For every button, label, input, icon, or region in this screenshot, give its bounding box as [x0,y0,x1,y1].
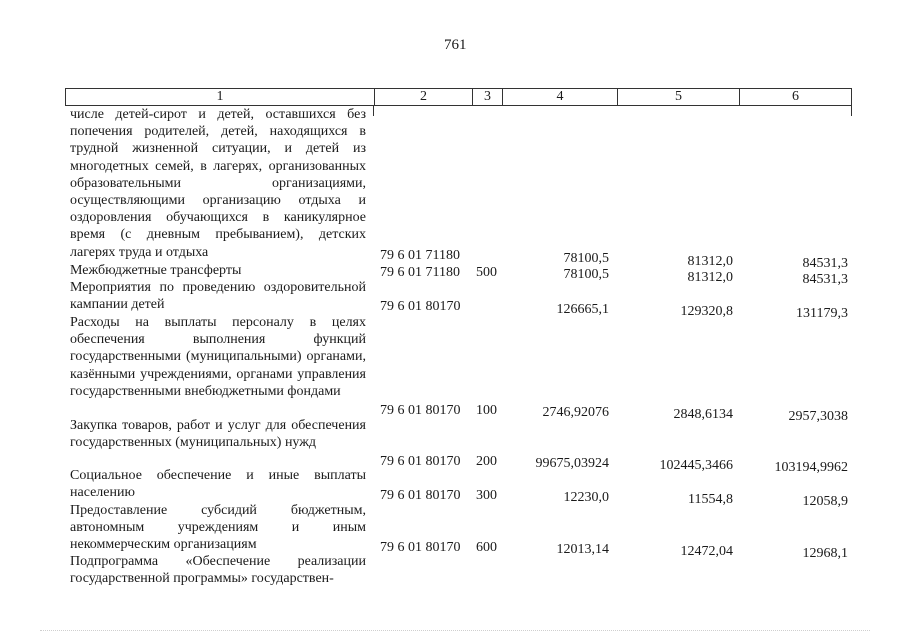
row-3-value-6: 131179,3 [796,306,848,321]
row-7-code: 79 6 01 80170 [380,540,461,555]
row-1-value-5: 81312,0 [687,254,733,269]
row-4-code: 79 6 01 80170 [380,403,461,418]
column-divider [373,106,374,116]
row-7-vr: 600 [476,540,497,555]
row-2-code: 79 6 01 71180 [380,265,460,280]
row-4-value-5: 2848,6134 [673,407,733,422]
row-1-value-6: 84531,3 [802,256,848,271]
row-8-description: Подпрограмма «Обеспечение реализации государственной программы» государствен- [70,554,366,587]
row-7-value-4: 12013,14 [556,542,609,557]
row-3-description: Мероприятия по проведению оздоровительной кампании детей [70,280,366,313]
row-1-value-4: 78100,5 [563,251,609,266]
row-6-value-6: 12058,9 [802,494,848,509]
row-4-value-6: 2957,3038 [788,409,848,424]
row-1-description: числе детей-сирот и детей, оставшихся без попечения родителей, детей, находящихся в трудной жизненной ситуации, и детей из многодетных семей, в лагерях, организованных образовательными организациями, осуществляющими организацию отдыха и оздоровления обучающихся в каникулярное время (с дневным пребыванием), детских лагерях труда и отдыха [70,107,366,260]
row-5-value-4: 99675,03924 [535,456,609,471]
row-6-vr: 300 [476,488,497,503]
row-3-value-5: 129320,8 [680,304,733,319]
row-5-vr: 200 [476,454,497,469]
row-2-description: Межбюджетные трансферты [70,263,242,278]
page-bottom-artifact [40,630,870,633]
row-5-value-5: 102445,3466 [659,458,733,473]
header-col-3: 3 [473,89,503,105]
row-6-code: 79 6 01 80170 [380,488,461,503]
row-6-description: Социальное обеспечение и иные выплаты населению [70,468,366,501]
row-5-code: 79 6 01 80170 [380,454,461,469]
row-3-value-4: 126665,1 [556,302,609,317]
page-number: 761 [444,37,467,53]
header-col-2: 2 [375,89,473,105]
row-4-value-4: 2746,92076 [542,405,609,420]
row-7-description: Предоставление субсидий бюджетным, автономным учреждениям и иным некоммерческим организациям [70,503,366,553]
row-2-value-5: 81312,0 [687,270,733,285]
row-2-value-4: 78100,5 [563,267,609,282]
row-4-vr: 100 [476,403,497,418]
row-6-value-4: 12230,0 [563,490,609,505]
row-7-value-5: 12472,04 [680,544,733,559]
header-col-5: 5 [618,89,740,105]
table-header [65,88,852,106]
row-3-code: 79 6 01 80170 [380,299,461,314]
row-7-value-6: 12968,1 [802,546,848,561]
row-1-code: 79 6 01 71180 [380,248,460,263]
table-right-border [851,106,852,116]
header-col-6: 6 [792,89,799,104]
row-2-value-6: 84531,3 [802,272,848,287]
header-col-4: 4 [503,89,618,105]
row-6-value-5: 11554,8 [688,492,733,507]
row-4-description: Расходы на выплаты персоналу в целях обеспечения выполнения функций государственными (муниципальными) органами, казёнными учреждениями, органами управления государственными внебюджетными фондами [70,315,366,399]
header-col-1: 1 [66,89,375,105]
row-2-vr: 500 [476,265,497,280]
row-5-value-6: 103194,9962 [774,460,848,475]
row-5-description: Закупка товаров, работ и услуг для обеспечения государственных (муниципальных) нужд [70,418,366,451]
